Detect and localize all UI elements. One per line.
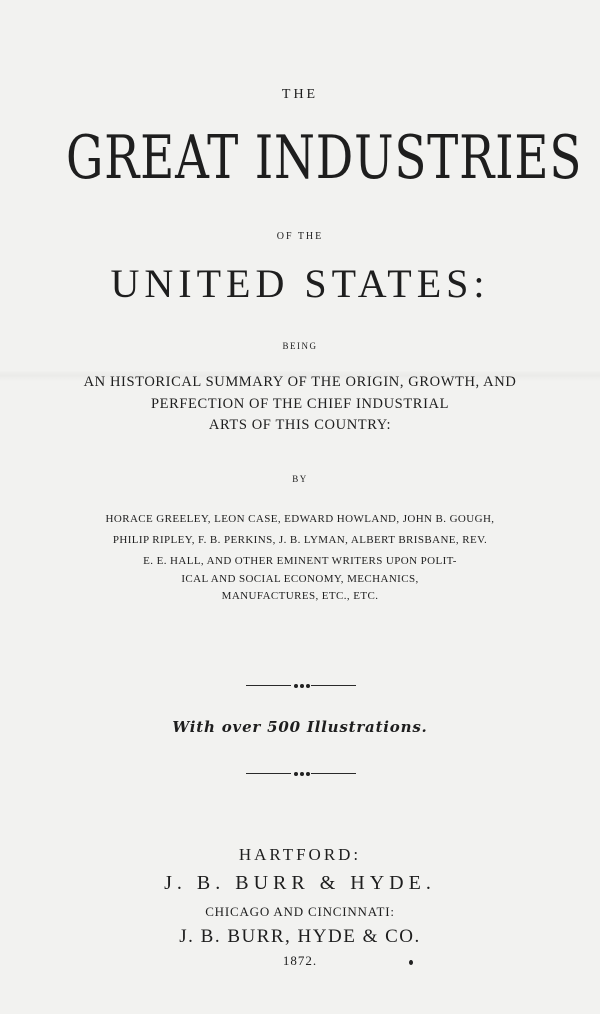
by-label: BY (292, 474, 308, 484)
authors-line-1: HORACE GREELEY, LEON CASE, EDWARD HOWLAND, JOHN B. GOUGH, (105, 513, 495, 525)
summary-line-2: PERFECTION OF THE CHIEF INDUSTRIAL (150, 396, 450, 412)
ink-speck (409, 960, 413, 965)
title-connector: OF THE (276, 231, 324, 242)
publisher-name: J. B. BURR & HYDE. (164, 872, 436, 894)
summary-line-1: AN HISTORICAL SUMMARY OF THE ORIGIN, GROWTH, AND (83, 374, 517, 390)
illustrations-note: With over 500 Illustrations. (172, 718, 428, 736)
summary-line-3: ARTS OF THIS COUNTRY: (208, 417, 392, 433)
ornament-divider-bottom (246, 771, 356, 777)
authors-line-3: E. E. HALL, AND OTHER EMINENT WRITERS UPON POLIT- (143, 555, 457, 567)
authors-line-4: ICAL AND SOCIAL ECONOMY, MECHANICS, (181, 573, 419, 585)
subject-title: UNITED STATES: (110, 261, 490, 306)
being-label: BEING (282, 341, 318, 351)
branch-publisher-name: J. B. BURR, HYDE & CO. (179, 926, 421, 947)
main-title: GREAT INDUSTRIES (66, 123, 583, 193)
title-article: THE (281, 87, 319, 102)
branch-cities: CHICAGO AND CINCINNATI: (205, 904, 395, 919)
authors-line-5: MANUFACTURES, ETC., ETC. (221, 590, 379, 602)
publisher-city: HARTFORD: (238, 845, 362, 864)
ornament-divider-top (246, 683, 356, 689)
publication-year: 1872. (282, 953, 318, 968)
authors-line-2: PHILIP RIPLEY, F. B. PERKINS, J. B. LYMAN, ALBERT BRISBANE, REV. (112, 534, 488, 546)
